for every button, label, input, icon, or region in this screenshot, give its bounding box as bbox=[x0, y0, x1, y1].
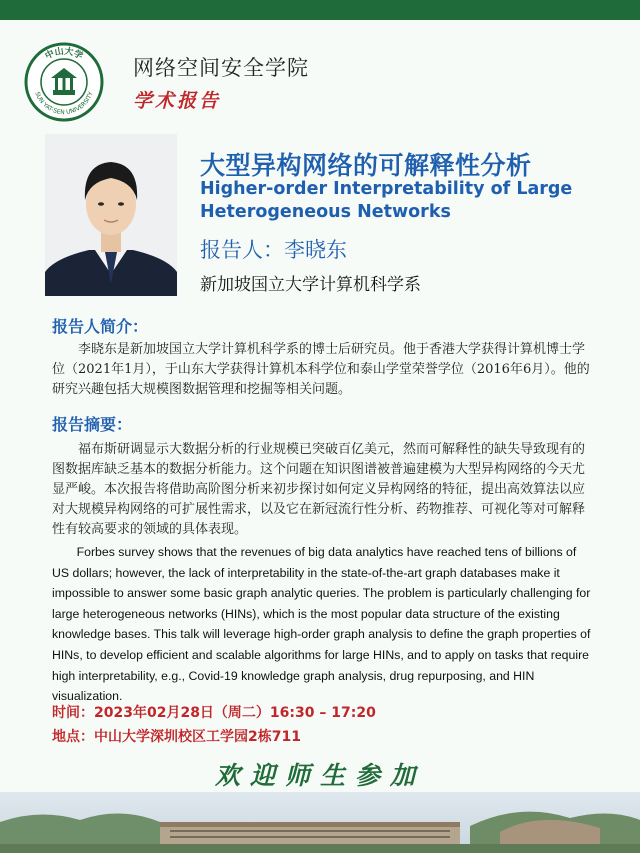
school-name: 网络空间安全学院 bbox=[133, 56, 309, 80]
abstract-heading: 报告摘要： bbox=[52, 415, 133, 434]
report-tag: 学术报告 bbox=[133, 90, 222, 112]
talk-title-cn: 大型异构网络的可解释性分析 bbox=[200, 151, 532, 180]
bio-text: 李晓东是新加坡国立大学计算机科学系的博士后研究员。他于香港大学获得计算机博士学位（2021年1月），于山东大学获得计算机本科学位和泰山学堂荣誉学位（2016年6月）。他的研究兴趣包括大规模图数据管理和挖掘等相关问题。 bbox=[52, 342, 590, 397]
talk-place: 地点：中山大学深圳校区工学园2栋711 bbox=[52, 729, 301, 745]
logo-text: 中山大学 bbox=[43, 46, 85, 62]
speaker-affiliation: 新加坡国立大学计算机科学系 bbox=[200, 275, 421, 295]
top-bar bbox=[0, 0, 640, 20]
talk-time: 时间：2023年02月28日（周二）16:30 – 17:20 bbox=[52, 705, 376, 721]
abstract-text-cn: 福布斯研调显示大数据分析的行业规模已突破百亿美元，然而可解释性的缺失导致现有的图数据库缺乏基本的数据分析能力。这个问题在知识图谱被普遍建模为大型异构网络的今天尤显严峻。本次报告将借助高阶图分析来初步探讨如何定义异构网络的特征，提出高效算法以应对大规模异构网络的可扩展性需求，以及它在新冠流行性分析、药物推荐、可视化等对可解释性有较高要求的领域的具体表现。 bbox=[52, 442, 586, 537]
logo-ring-text: SUN YAT-SEN UNIVERSITY bbox=[33, 90, 95, 117]
welcome-text: 欢迎师生参加 bbox=[214, 761, 425, 790]
campus-banner bbox=[0, 792, 640, 853]
bio-heading: 报告人简介： bbox=[52, 317, 149, 336]
talk-title-en: Higher-order Interpretability of Large Heterogeneous Networks bbox=[200, 179, 573, 222]
speaker-photo bbox=[45, 134, 177, 296]
university-logo bbox=[24, 42, 104, 122]
abstract-text-en: Forbes survey shows that the revenues of big data analytics have reached tens of billions of US dollars; however, the lack of interpretability in the state-of-the-art graph databases make it impossible to answer some basic graph analytic queries. The problem is particularly challenging for large heterogeneous networks (HINs), which is the most popular data structure of the existing knowledge bases. This talk will leverage high-order graph analysis to define the graph properties of HINs, to develop efficient and scalable algorithms for large HINs, and to apply on tasks that require high interpretability, e.g., Covid-19 knowledge graph analysis, drug repurposing, and HIN visualization. bbox=[52, 545, 591, 704]
speaker-name: 报告人：李晓东 bbox=[200, 238, 347, 262]
